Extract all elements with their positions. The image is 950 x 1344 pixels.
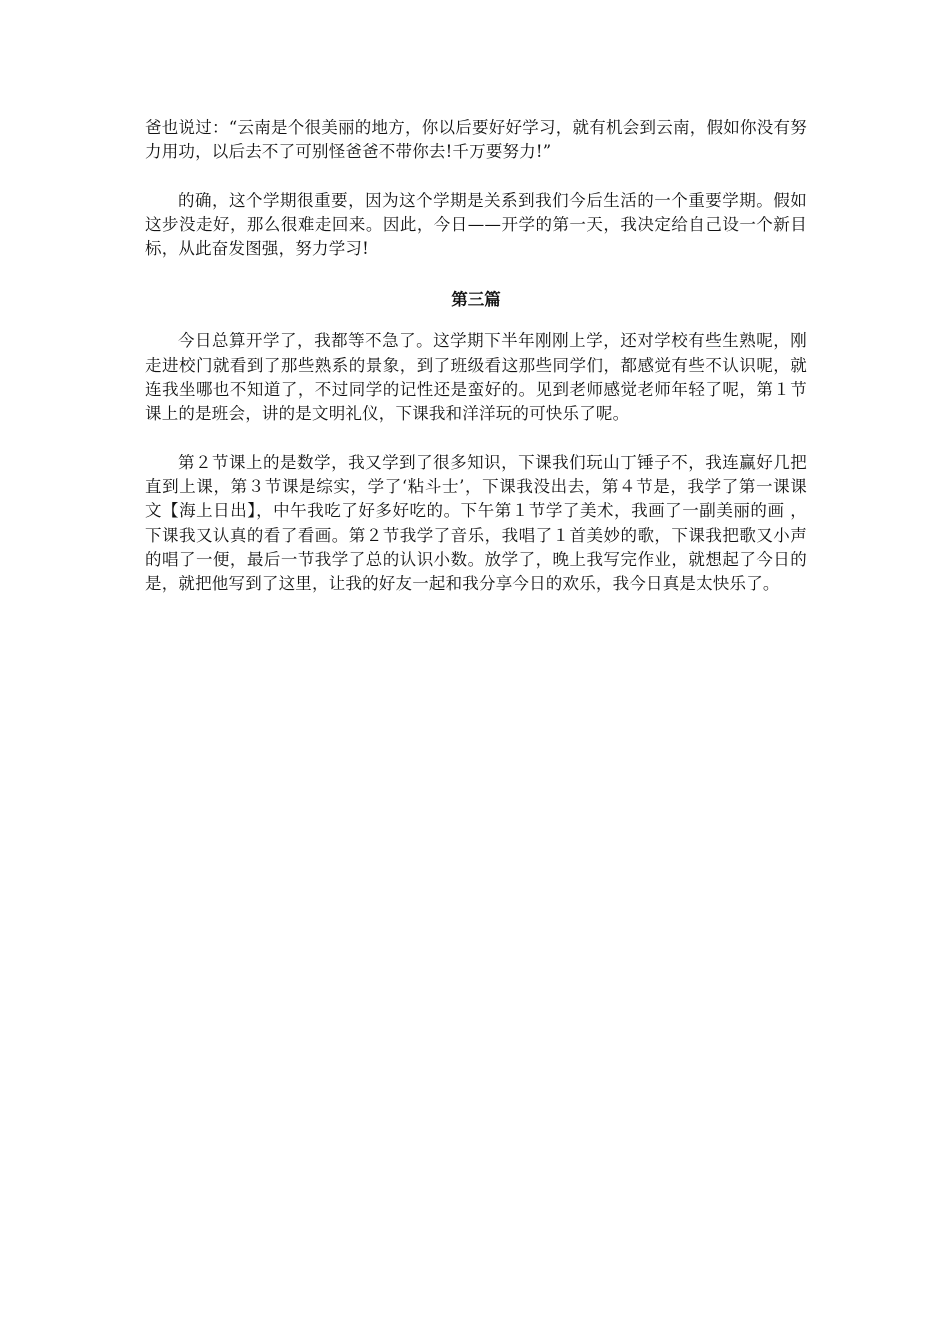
section-title: 第三篇	[451, 290, 501, 310]
paragraph-semester-goal: 的确，这个学期很重要，因为这个学期是关系到我们今后生活的一个重要学期。假如这步没走好，那么很难走回来。因此，今日——开学的第一天，我决定给自己设一个新目标，从此奋发图强，努力学习!	[145, 190, 807, 259]
document-body	[145, 116, 807, 596]
paragraph-continued-quote: 爸也说过：“云南是个很美丽的地方，你以后要好好学习，就有机会到云南，假如你没有努力用功，以后去不了可别怪爸爸不带你去!千万要努力!”	[145, 118, 807, 162]
paragraph-classes: 第２节课上的是数学，我又学到了很多知识，下课我们玩山丁锤子不，我连赢好几把直到上课，第３节课是综实，学了‘粘斗士’，下课我没出去，第４节是，我学了第一课课文【海上日出】，中午我吃了好多好吃的。下午第１节学了美术，我画了一副美丽的画 ，下课我又认真的看了看画。第２节我学了音乐，我唱了１首美妙的歌，下课我把歌又小声的唱了一便，最后一节我学了总的认识小数。放学了，晚上我写完作业，就想起了今日的是，就把他写到了这里，让我的好友一起和我分享今日的欢乐，我今日真是太快乐了。	[145, 452, 807, 594]
paragraph-first-day: 今日总算开学了，我都等不急了。这学期下半年刚刚上学，还对学校有些生熟呢，刚走进校门就看到了那些熟系的景象，到了班级看这那些同学们，都感觉有些不认识呢，就连我坐哪也不知道了，不过同学的记性还是蛮好的。见到老师感觉老师年轻了呢，第１节课上的是班会，讲的是文明礼仪，下课我和洋洋玩的可快乐了呢。	[145, 331, 807, 424]
